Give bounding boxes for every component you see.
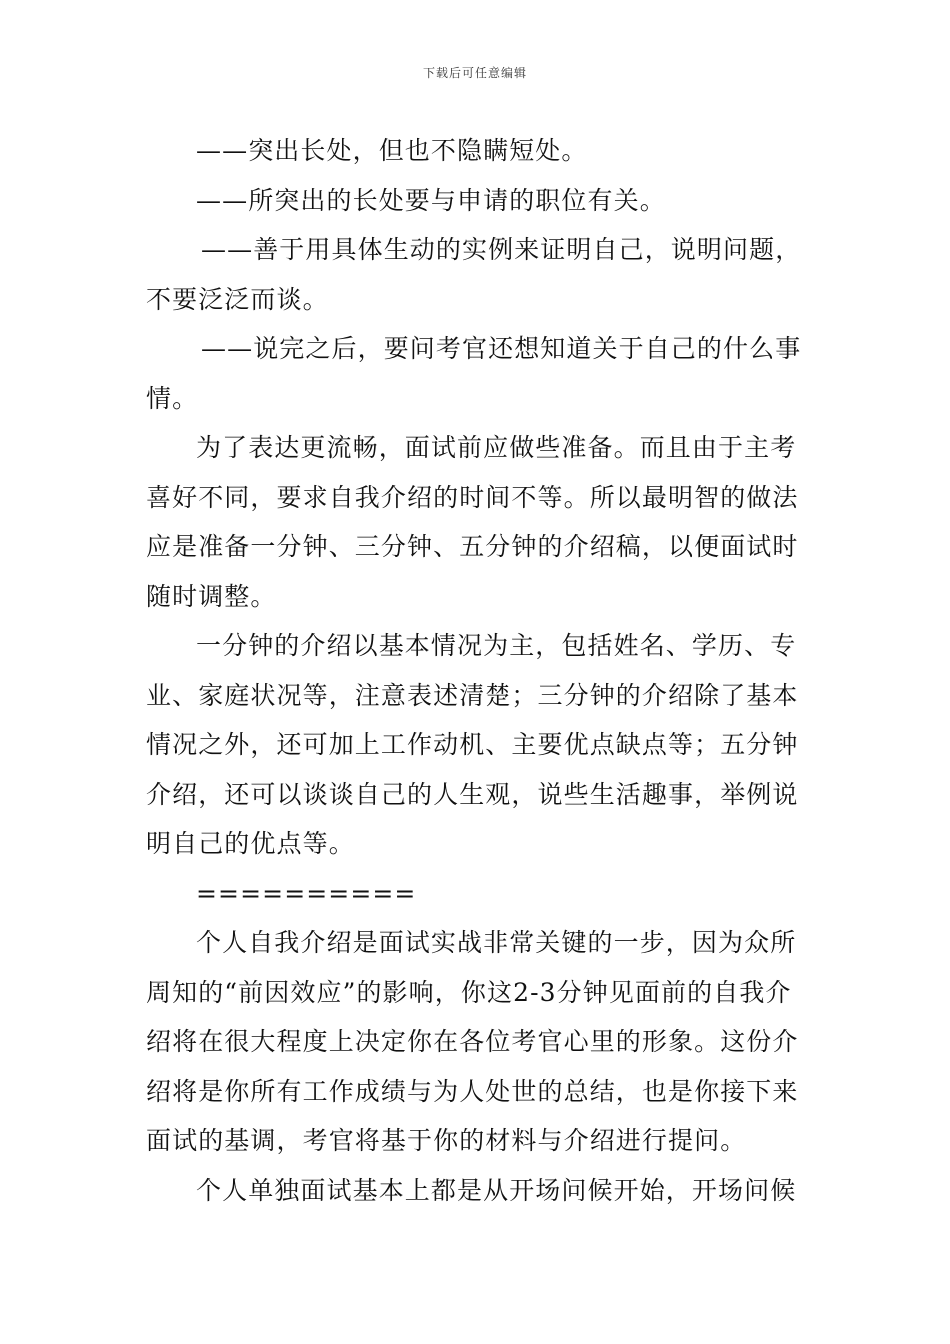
paragraph-bullet-1: ——突出长处，但也不隐瞒短处。 xyxy=(196,136,588,165)
paragraph-bullet-4: ——说完之后，要问考官还想知道关于自己的什么事情。 xyxy=(146,334,802,413)
document-body xyxy=(146,126,812,1215)
paragraph-bullet-2: ——所突出的长处要与申请的职位有关。 xyxy=(196,185,666,215)
paragraph-preparation: 为了表达更流畅，面试前应做些准备。而且由于主考喜好不同，要求自我介绍的时间不等。所以最明智的做法应是准备一分钟、三分钟、五分钟的介绍稿，以便面试时随时调整。 xyxy=(146,433,799,611)
paragraph-durations: 一分钟的介绍以基本情况为主，包括姓名、学历、专业、家庭状况等，注意表述清楚；三分钟的介绍除了基本情况之外，还可加上工作动机、主要优点缺点等；五分钟介绍，还可以谈谈自己的人生观，说些生活趣事，举例说明自己的优点等。 xyxy=(146,631,799,858)
paragraph-opening: 个人单独面试基本上都是从开场问候开始，开场问候 xyxy=(196,1175,797,1205)
page-header-note: 下载后可任意编辑 xyxy=(422,66,527,80)
section-divider: ========== xyxy=(196,878,417,908)
paragraph-importance: 个人自我介绍是面试实战非常关键的一步，因为众所周知的“前因效应”的影响，你这2-3分钟见面前的自我介绍将在很大程度上决定你在各位考官心里的形象。这份介绍将是你所有工作成绩与为人处世的总结，也是你接下来面试的基调，考官将基于你的材料与介绍进行提问。 xyxy=(146,928,799,1155)
paragraph-bullet-3: ——善于用具体生动的实例来证明自己，说明问题，不要泛泛而谈。 xyxy=(146,235,802,314)
